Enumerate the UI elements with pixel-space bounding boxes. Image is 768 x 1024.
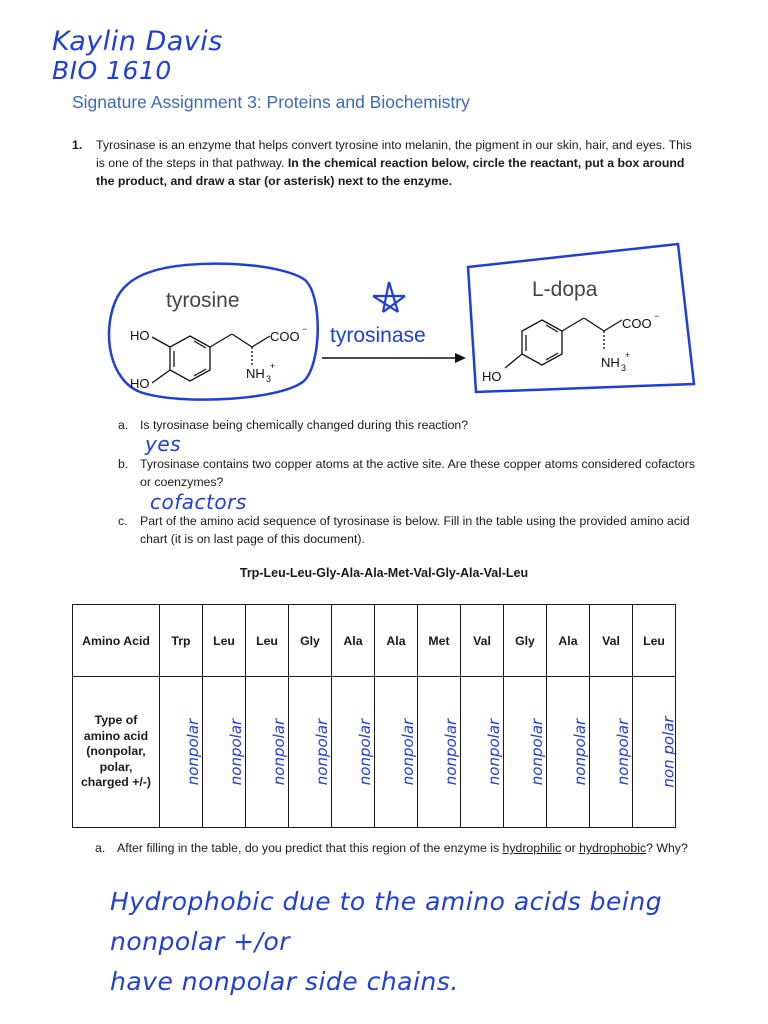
- reactant-nh3-charge: +: [270, 361, 276, 371]
- table-row-amino-acids: [73, 605, 676, 677]
- handwritten-final-answer: [110, 882, 750, 1002]
- subquestion-a-label: a.: [118, 418, 129, 432]
- subquestion-a: [118, 416, 698, 434]
- table-cell-type: [504, 677, 547, 828]
- amino-acid-table: [72, 604, 676, 828]
- table-header-type: [73, 677, 160, 828]
- subquestion-c-label: c.: [118, 514, 128, 528]
- table-cell-type: [246, 677, 289, 828]
- handwritten-student-name: Kaylin Davis: [52, 26, 223, 57]
- table-cell-amino-acid: Leu: [633, 605, 676, 677]
- reactant-coo-charge: −: [302, 324, 308, 334]
- subquestion-c-text: Part of the amino acid sequence of tyrosinase is below. Fill in the table using the provided amino acid chart (it is on last page of this document).: [140, 514, 690, 546]
- table-cell-type: [547, 677, 590, 828]
- subquestion-c: [118, 512, 698, 548]
- product-ho: HO: [482, 369, 502, 384]
- table-cell-type: [332, 677, 375, 828]
- type-label-line: (nonpolar,: [86, 744, 146, 759]
- table-cell-amino-acid: Trp: [160, 605, 203, 677]
- handwritten-type: nonpolar: [614, 718, 633, 786]
- handwritten-type: nonpolar: [528, 718, 547, 786]
- option-hydrophilic: hydrophilic: [502, 841, 562, 855]
- table-cell-amino-acid: Val: [461, 605, 504, 677]
- subquestion-b: [118, 455, 698, 491]
- reaction-arrow-head: [455, 353, 466, 363]
- enzyme-name: tyrosinase: [330, 324, 426, 347]
- table-cell-type: [375, 677, 418, 828]
- subquestion-a-text: Is tyrosinase being chemically changed during this reaction?: [140, 418, 469, 432]
- handwritten-answer-b: cofactors: [150, 490, 247, 514]
- reactant-nh3-subscript: 3: [266, 374, 272, 384]
- type-label-line: charged +/-): [80, 775, 152, 790]
- reactant-name: tyrosine: [166, 289, 240, 312]
- table-header-amino-acid: Amino Acid: [73, 605, 160, 677]
- handwritten-type: nonpolar: [571, 718, 590, 786]
- handwritten-type: nonpolar: [356, 718, 375, 786]
- subquestion-b-text: Tyrosinase contains two copper atoms at the active site. Are these copper atoms considered cofactors or coenzymes?: [140, 457, 696, 489]
- table-cell-amino-acid: Ala: [547, 605, 590, 677]
- question-1-text: [96, 136, 692, 190]
- table-cell-amino-acid: Ala: [375, 605, 418, 677]
- table-cell-type: [418, 677, 461, 828]
- reactant-ho-top: HO: [130, 328, 150, 343]
- product-coo: COO: [622, 316, 652, 331]
- question-text-before: After filling in the table, do you predict that this region of the enzyme is: [117, 841, 503, 855]
- table-cell-type: [590, 677, 633, 828]
- question-hydrophobicity-text: [117, 839, 695, 857]
- handwritten-type: nonpolar: [184, 718, 203, 786]
- enzyme-star-annotation: [373, 282, 405, 312]
- product-coo-charge: −: [654, 311, 660, 321]
- table-cell-amino-acid: Val: [590, 605, 633, 677]
- question-1-bold-instructions: In the chemical reaction below, circle the reactant, put a box around the product, and draw a star (or asterisk) next to the enzyme.: [96, 156, 685, 188]
- handwritten-type: nonpolar: [227, 718, 246, 786]
- amino-acid-sequence: Trp-Leu-Leu-Gly-Ala-Ala-Met-Val-Gly-Ala-Val-Leu: [239, 566, 529, 580]
- product-nh3: NH: [601, 355, 620, 370]
- reactant-ho-bottom: HO: [130, 376, 150, 391]
- handwritten-type: nonpolar: [313, 718, 332, 786]
- table-cell-type: [203, 677, 246, 828]
- handwritten-type: nonpolar: [270, 718, 289, 786]
- question-hydrophobicity: [95, 839, 695, 857]
- product-nh3-charge: +: [625, 350, 631, 360]
- type-label-line: Type of: [94, 713, 138, 728]
- handwritten-answer-line-1: Hydrophobic due to the amino acids being nonpolar +/or: [110, 887, 663, 956]
- reactant-nh3: NH: [246, 366, 265, 381]
- option-hydrophobic: hydrophobic: [579, 841, 647, 855]
- table-cell-amino-acid: Ala: [332, 605, 375, 677]
- handwritten-course-code: BIO 1610: [52, 56, 172, 85]
- table-cell-amino-acid: Gly: [289, 605, 332, 677]
- table-cell-type: [160, 677, 203, 828]
- handwritten-type: nonpolar: [442, 718, 461, 786]
- table-cell-type: [633, 677, 676, 828]
- table-cell-type: [289, 677, 332, 828]
- document-title: Signature Assignment 3: Proteins and Biochemistry: [72, 92, 470, 112]
- handwritten-type: nonpolar: [485, 718, 504, 786]
- question-hydrophobicity-label: a.: [95, 841, 106, 855]
- question-text-after: ? Why?: [646, 841, 688, 855]
- type-label-line: polar,: [99, 759, 133, 774]
- product-name: L-dopa: [532, 278, 598, 301]
- handwritten-answer-line-2: have nonpolar side chains.: [110, 967, 459, 996]
- handwritten-answer-a: yes: [145, 432, 182, 456]
- table-cell-amino-acid: Met: [418, 605, 461, 677]
- reaction-diagram: [0, 240, 768, 410]
- type-label-line: amino acid: [83, 728, 149, 743]
- question-1-number: 1.: [72, 138, 83, 152]
- reactant-coo: COO: [270, 329, 300, 344]
- product-nh3-subscript: 3: [621, 363, 627, 373]
- subquestion-b-label: b.: [118, 457, 129, 471]
- product-box-annotation: [468, 244, 694, 392]
- table-cell-amino-acid: Leu: [246, 605, 289, 677]
- table-cell-amino-acid: Leu: [203, 605, 246, 677]
- table-cell-type: [461, 677, 504, 828]
- handwritten-type: nonpolar: [399, 718, 418, 786]
- question-1-plain-text: Tyrosinase is an enzyme that helps convert tyrosine into melanin, the pigment in our skin, hair, and eyes. This is one of the steps in that pathway.: [96, 138, 692, 170]
- table-row-types: [73, 677, 676, 828]
- handwritten-type: non polar: [659, 716, 678, 788]
- question-1: [72, 136, 692, 190]
- table-cell-amino-acid: Gly: [504, 605, 547, 677]
- question-text-middle: or: [561, 841, 580, 855]
